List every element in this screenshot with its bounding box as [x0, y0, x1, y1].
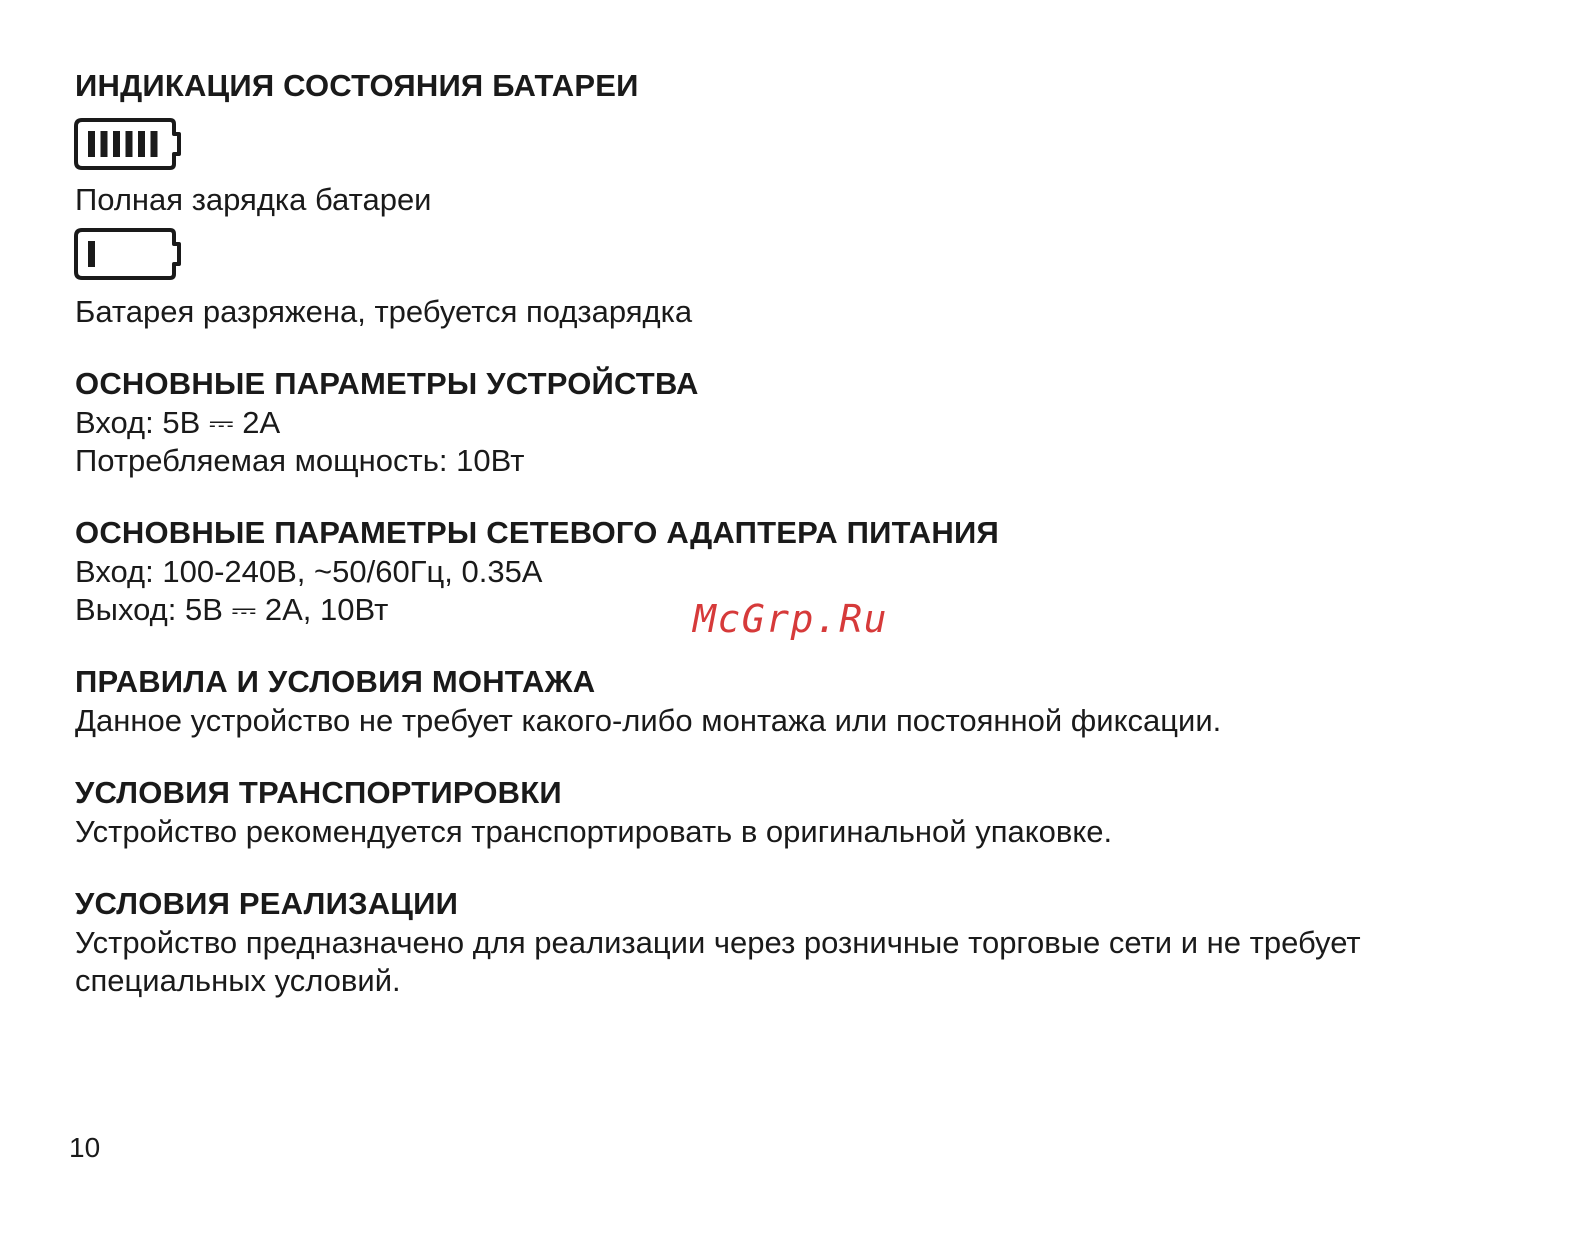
battery-full-level-bar [126, 131, 133, 157]
watermark: McGrp.Ru [693, 597, 889, 641]
mounting-text: Данное устройство не требует какого-либо монтажа или постоянной фиксации. [75, 703, 1222, 738]
battery-full-level-bar [88, 131, 95, 157]
battery-full-level-bar [101, 131, 108, 157]
adapter-output-line: Выход: 5В ⎓ 2А, 10Вт [75, 592, 389, 627]
page-number: 10 [69, 1132, 101, 1163]
section-title-battery: ИНДИКАЦИЯ СОСТОЯНИЯ БАТАРЕИ [75, 68, 639, 103]
battery-full-level-bar [151, 131, 158, 157]
battery-full-label: Полная зарядка батареи [75, 182, 432, 217]
battery-full-icon [74, 118, 182, 170]
device-input-line: Вход: 5В ⎓ 2А [75, 405, 281, 440]
device-power-line: Потребляемая мощность: 10Вт [75, 443, 525, 478]
section-title-transport: УСЛОВИЯ ТРАНСПОРТИРОВКИ [75, 775, 562, 810]
battery-low-icon [74, 228, 182, 280]
section-title-mounting: ПРАВИЛА И УСЛОВИЯ МОНТАЖА [75, 664, 596, 699]
battery-full-level-bar [113, 131, 120, 157]
transport-text: Устройство рекомендуется транспортировать в оригинальной упаковке. [75, 814, 1113, 849]
section-title-adapter-params: ОСНОВНЫЕ ПАРАМЕТРЫ СЕТЕВОГО АДАПТЕРА ПИТАНИЯ [75, 515, 999, 550]
sales-text-line-1: Устройство предназначено для реализации через розничные торговые сети и не требует [75, 925, 1361, 960]
battery-low-level-bar [88, 241, 95, 267]
battery-full-level-bar [138, 131, 145, 157]
sales-text-line-2: специальных условий. [75, 963, 401, 998]
section-title-device-params: ОСНОВНЫЕ ПАРАМЕТРЫ УСТРОЙСТВА [75, 366, 699, 401]
adapter-input-line: Вход: 100-240В, ~50/60Гц, 0.35А [75, 554, 543, 589]
battery-low-label: Батарея разряжена, требуется подзарядка [75, 294, 693, 329]
section-title-sales: УСЛОВИЯ РЕАЛИЗАЦИИ [75, 886, 459, 921]
